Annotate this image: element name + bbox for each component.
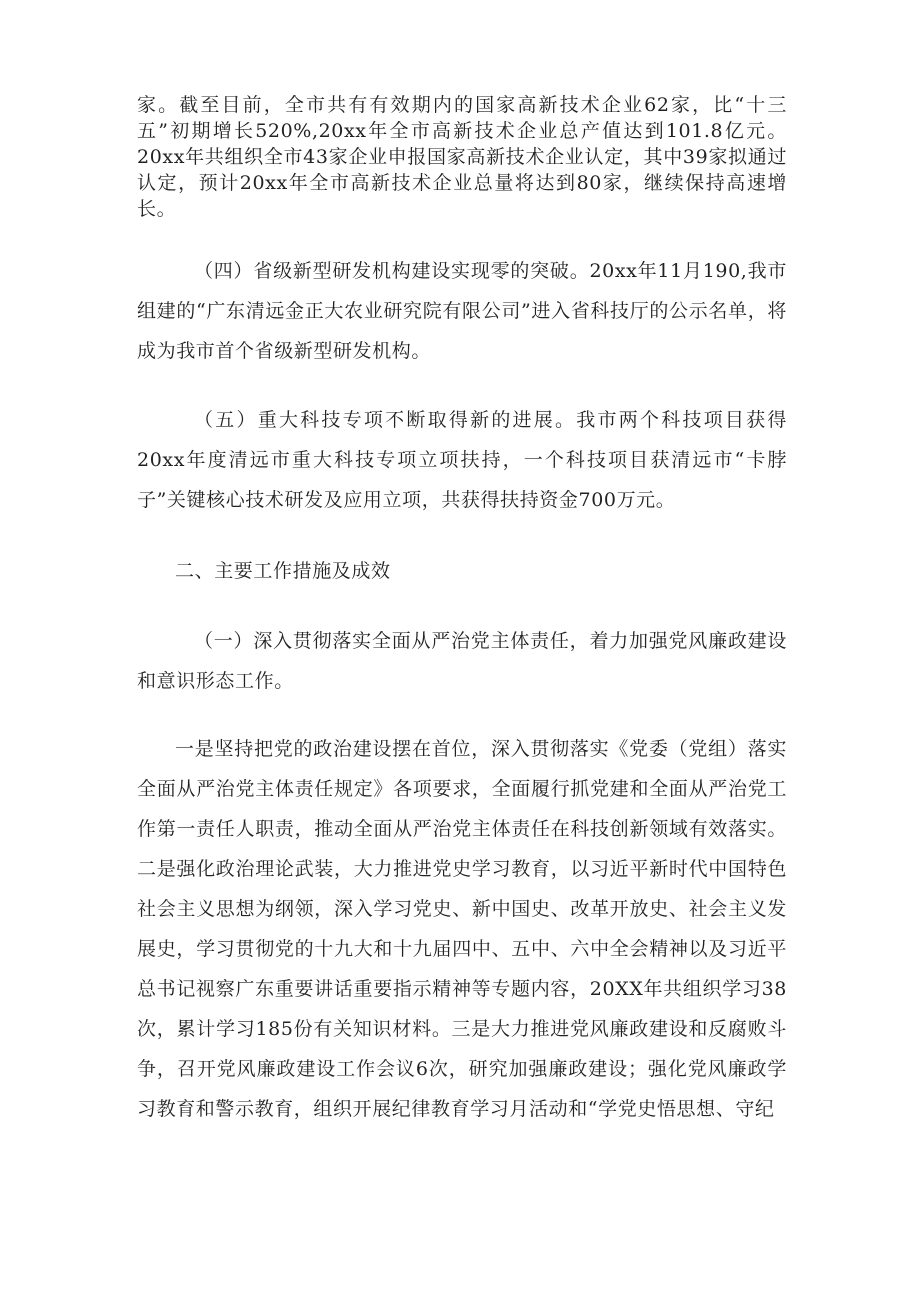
paragraph-major-tech-projects: （五）重大科技专项不断取得新的进展。我市两个科技项目获得20xx年度清远市重大科技专项立项扶持，一个科技项目获清远市“卡脖子”关键核心技术研发及应用立项，共获得扶持资金700万元。 xyxy=(137,409,787,511)
paragraph-provincial-rd-institution: （四）省级新型研发机构建设实现零的突破。20xx年11月190,我市组建的“广东清远金正大农业研究院有限公司”进入省科技厅的公示名单，将成为我市首个省级新型研发机构。 xyxy=(137,260,787,362)
document-body xyxy=(137,92,787,1129)
paragraph-party-building-measures: 一是坚持把党的政治建设摆在首位，深入贯彻落实《党委（党组）落实全面从严治党主体责任规定》各项要求，全面履行抓党建和全面从严治党工作第一责任人职责，推动全面从严治党主体责任在科技创新领域有效落实。二是强化政治理论武装，大力推进党史学习教育，以习近平新时代中国特色社会主义思想为纲领，深入学习党史、新中国史、改革开放史、社会主义发展史，学习贯彻党的十九大和十九届四中、五中、六中全会精神以及习近平总书记视察广东重要讲话重要指示精神等专题内容，20XX年共组织学习38次，累计学习185份有关知识材料。三是大力推进党风廉政建设和反腐败斗争，召开党风廉政建设工作会议6次，研究加强廉政建设；强化党风廉政学习教育和警示教育，组织开展纪律教育学习月活动和“学党史悟思想、守纪 xyxy=(137,738,787,1120)
subsection-heading-party-discipline: （一）深入贯彻落实全面从严治党主体责任，着力加强党风廉政建设和意识形态工作。 xyxy=(137,630,787,692)
paragraph-high-tech-enterprises: 家。截至目前，全市共有有效期内的国家高新技术企业62家，比“十三五”初期增长520%,20xx年全市高新技术企业总产值达到101.8亿元。20xx年共组织全市43家企业申报国家高新技术企业认定，其中39家拟通过认定，预计20xx年全市高新技术企业总量将达到80家，继续保持高速增长。 xyxy=(137,94,787,220)
section-heading-main-measures: 二、主要工作措施及成效 xyxy=(175,560,391,582)
